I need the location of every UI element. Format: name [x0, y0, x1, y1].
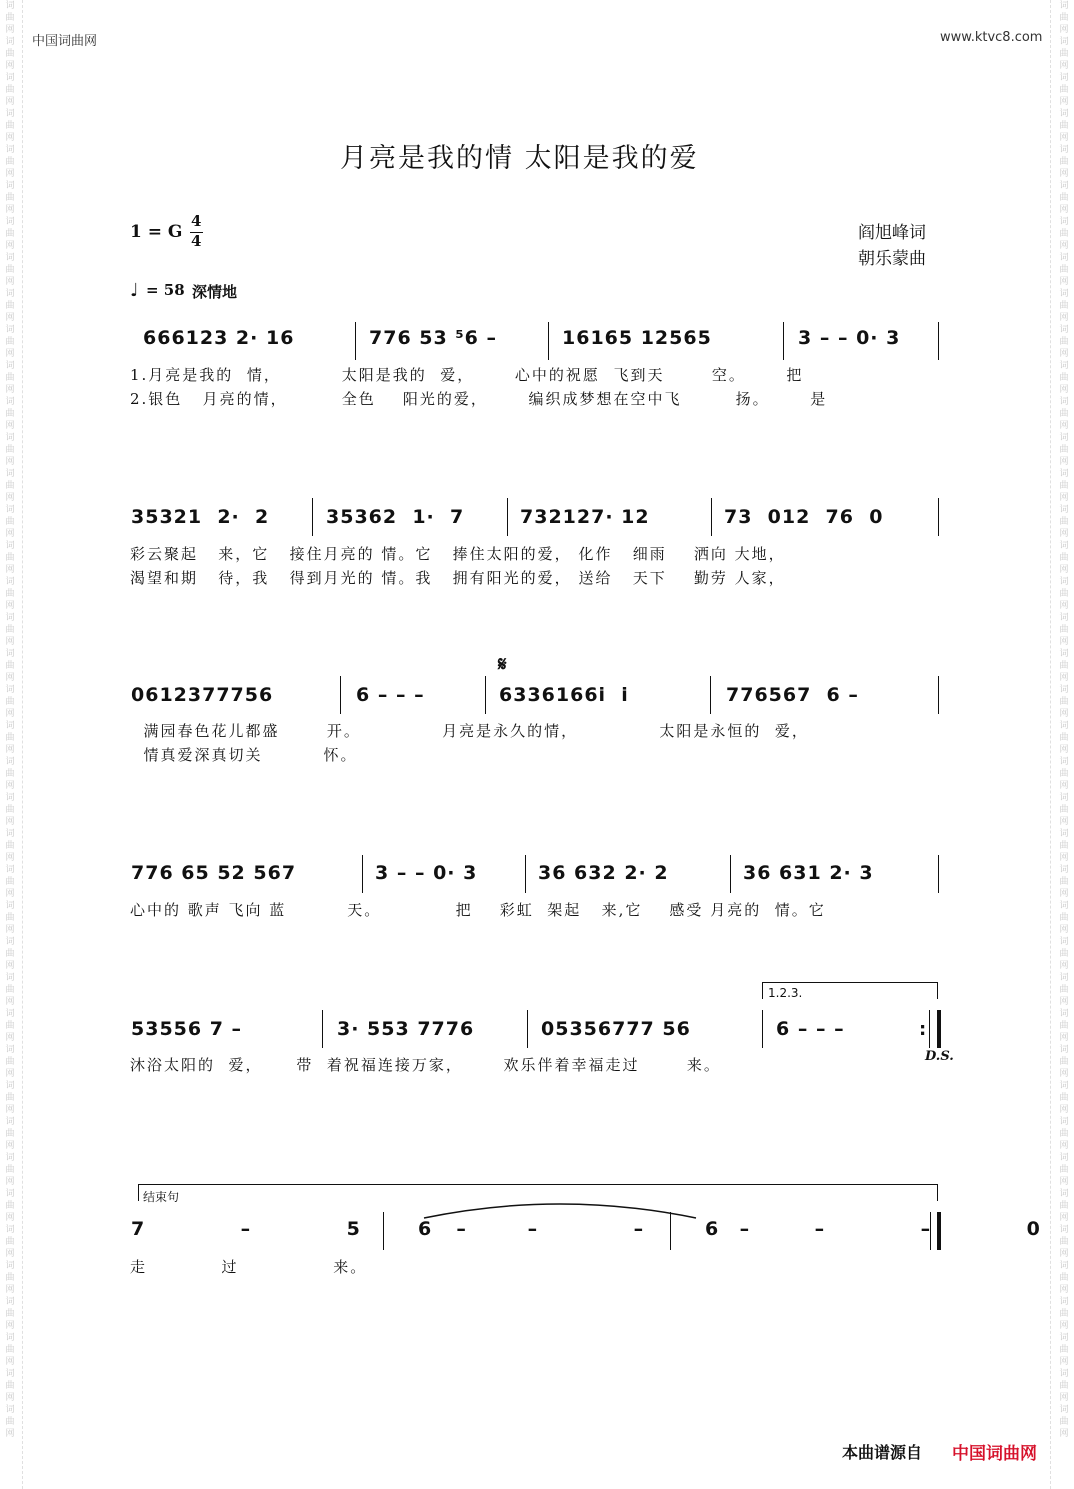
measure: 7 – 5 – — [131, 1218, 480, 1240]
barline — [783, 322, 784, 360]
measure: 776 65 52 567 — [131, 862, 297, 884]
lyric-verse-2: 情真爱深真切关 怀。 — [130, 746, 358, 764]
measure: 3 – – 0· 3 — [798, 327, 901, 349]
lyric-verse-1: 1.月亮是我的 情， 太阳是我的 爱， 心中的祝愿 飞到天 空。 把 — [130, 366, 804, 384]
side-watermark-left: 词曲网词曲网词曲网词曲网词曲网词曲网词曲网词曲网词曲网词曲网词曲网词曲网词曲网词曲网词曲网词曲网词曲网词曲网词曲网词曲网词曲网词曲网词曲网词曲网词曲网词曲网词曲网词曲网词曲网词曲网词曲网词曲网词曲网词曲网词曲网词曲网词曲网词曲网词曲网词曲网 — [5, 1, 15, 1439]
quarter-note-icon: ♩ — [130, 280, 139, 301]
lyric-verse-1: 满园春色花儿都盛 开。 月亮是永久的情， 太阳是永恒的 爱， — [130, 722, 809, 740]
barline — [507, 498, 508, 536]
repeat-end-barline — [929, 1010, 941, 1048]
measure: 6 – – – — [776, 1018, 845, 1040]
barline — [938, 498, 939, 536]
barline — [711, 498, 712, 536]
source-site-link[interactable]: 中国词曲网 — [952, 1444, 1037, 1464]
segno-sign: 𝄋 — [498, 652, 507, 676]
tempo-marking: = 58 — [146, 281, 185, 299]
dal-segno-mark: D.S. — [925, 1049, 954, 1064]
lyric-verse-1: 沐浴太阳的 爱， 带 着祝福连接万家， 欢乐伴着幸福走过 来。 — [130, 1056, 721, 1074]
barline — [312, 498, 313, 536]
ending-label: 结束句 — [143, 1190, 180, 1204]
time-numerator: 4 — [191, 212, 202, 230]
measure: 6 – – 0 — [705, 1218, 1054, 1240]
volta-label: 1.2.3. — [768, 986, 803, 1000]
song-title: 月亮是我的情 太阳是我的爱 — [340, 143, 699, 174]
site-name: 中国词曲网 — [32, 34, 98, 49]
measure: 6 – – – — [356, 684, 425, 706]
tie-arc — [420, 1196, 700, 1222]
composer: 朝乐蒙曲 — [858, 249, 926, 269]
barline — [340, 676, 341, 714]
measure: 73 012 76 0 — [724, 506, 884, 528]
side-watermark-right: 词曲网词曲网词曲网词曲网词曲网词曲网词曲网词曲网词曲网词曲网词曲网词曲网词曲网词曲网词曲网词曲网词曲网词曲网词曲网词曲网词曲网词曲网词曲网词曲网词曲网词曲网词曲网词曲网词曲网词曲网词曲网词曲网词曲网词曲网词曲网词曲网词曲网词曲网词曲网词曲网 — [1059, 1, 1069, 1439]
measure: 732127· 12 — [520, 506, 650, 528]
measure: 36 632 2· 2 — [538, 862, 669, 884]
barline — [527, 1010, 528, 1048]
measure: 0612377756 — [131, 684, 274, 706]
repeat-dots: : — [919, 1019, 927, 1040]
time-denominator: 4 — [191, 232, 202, 250]
measure: 36 631 2· 3 — [743, 862, 874, 884]
barline — [362, 855, 363, 893]
measure: 05356777 56 — [541, 1018, 691, 1040]
measure: 53556 7 – — [131, 1018, 243, 1040]
lyricist: 阎旭峰词 — [858, 223, 926, 243]
lyric-verse-2: 渴望和期 待，我 得到月光的 情。我 拥有阳光的爱， 送给 天下 勤劳 人家， — [130, 569, 786, 587]
barline — [938, 855, 939, 893]
measure: 35321 2· 2 — [131, 506, 270, 528]
lyric-verse-2: 2.银色 月亮的情， 全色 阳光的爱， 编织成梦想在空中飞 扬。 是 — [130, 390, 828, 408]
lyric-verse-1: 彩云聚起 来，它 接住月亮的 情。它 捧住太阳的爱， 化作 细雨 洒向 大地， — [130, 545, 786, 563]
measure: 3· 553 7776 — [337, 1018, 475, 1040]
measure: 666123 2· 16 — [143, 327, 295, 349]
measure: 6 – – – — [418, 1218, 764, 1240]
right-dashed-guide — [1050, 0, 1051, 1489]
measure: 776 53 ⁵6 – — [369, 327, 497, 349]
site-url: www.ktvc8.com — [940, 30, 1043, 45]
barline — [485, 676, 486, 714]
barline — [548, 322, 549, 360]
barline — [938, 322, 939, 360]
measure: 6336166i i — [499, 684, 629, 706]
measure: 776567 6 – — [726, 684, 859, 706]
lyric-verse-1: 走 过 来。 — [130, 1258, 368, 1276]
barline — [525, 855, 526, 893]
lyric-verse-1: 心中的 歌声 飞向 蓝 天。 把 彩虹 架起 来,它 感受 月亮的 情。它 — [130, 901, 826, 919]
source-label: 本曲谱源自 — [842, 1443, 923, 1462]
measure: 16165 12565 — [562, 327, 712, 349]
expression-marking: 深情地 — [192, 283, 238, 301]
barline — [730, 855, 731, 893]
measure: 3 – – 0· 3 — [375, 862, 478, 884]
barline — [710, 676, 711, 714]
barline — [355, 322, 356, 360]
barline — [762, 1010, 763, 1048]
key-signature: 1 = G — [130, 222, 183, 242]
measure: 35362 1· 7 — [326, 506, 465, 528]
barline — [322, 1010, 323, 1048]
left-dashed-guide — [22, 0, 23, 1489]
barline — [938, 676, 939, 714]
